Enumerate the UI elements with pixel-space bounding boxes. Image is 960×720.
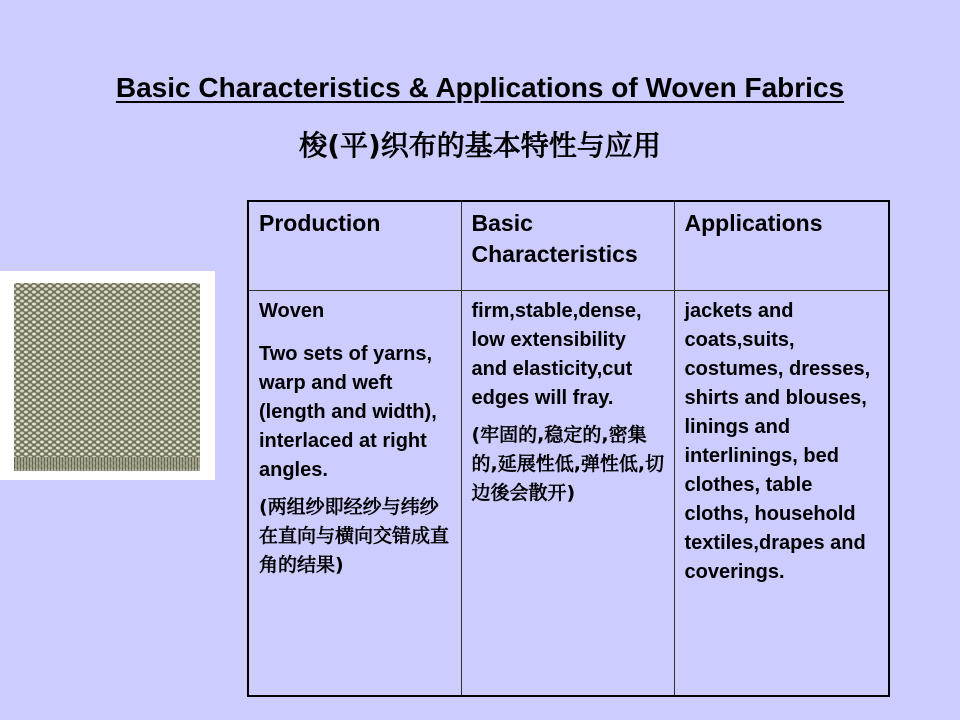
slide-subtitle-chinese: 梭(平)织布的基本特性与应用 [299, 129, 661, 162]
header-basic-characteristics: Basic Characteristics [461, 201, 674, 291]
production-description-chinese: (两组纱即经纱与纬纱在直向与横向交错成直角的结果) [259, 496, 450, 576]
cell-production [248, 291, 461, 697]
slide-title [0, 70, 960, 106]
characteristics-text-chinese: (牢固的,稳定的,密集的,延展性低,弹性低,切边後会散开) [471, 424, 665, 504]
fabric-frayed-edge [14, 457, 200, 471]
cell-applications [674, 291, 889, 697]
applications-text: jackets and coats,suits, costumes, dresses, shirts and blouses, linings and interlinings, bed clothes, table cloths, household textiles,drapes and coverings. [684, 300, 871, 583]
production-description: Two sets of yarns, warp and weft (length and width), interlaced at right angles. [259, 343, 437, 481]
header-production: Production [248, 201, 461, 291]
characteristics-table [247, 200, 890, 697]
slide-title-text: Basic Characteristics & Applications of Woven Fabrics [115, 72, 845, 103]
production-label: Woven [259, 300, 325, 322]
fabric-weave-texture [14, 283, 200, 469]
characteristics-text: firm,stable,dense, low extensibility and elasticity,cut edges will fray. [471, 300, 642, 409]
cell-characteristics [461, 291, 674, 697]
fabric-swatch-image [0, 271, 215, 480]
header-applications: Applications [674, 201, 889, 291]
table-row [248, 291, 889, 697]
table-header-row [248, 201, 889, 291]
